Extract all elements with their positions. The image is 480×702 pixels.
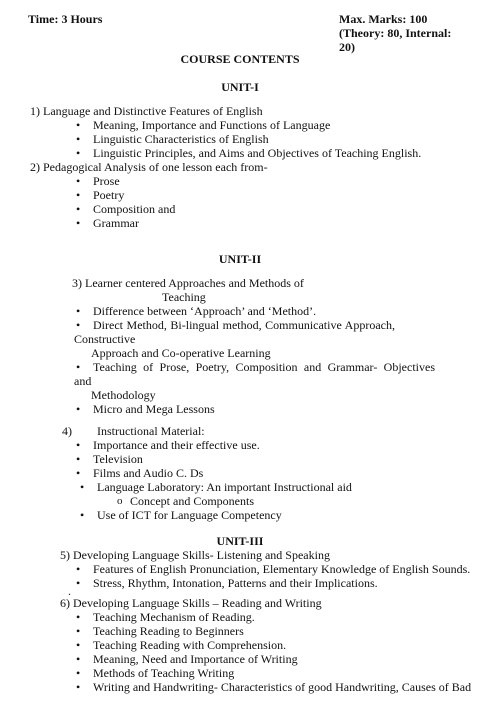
- unit-2-item-4-bullet-4: • Language Laboratory: An important Instructional aid: [97, 480, 352, 494]
- unit-3-item-6-bullet-5: • Methods of Teaching Writing: [93, 666, 234, 680]
- max-marks-line2: (Theory: 80, Internal:: [339, 26, 452, 40]
- unit-2-bullet-teaching-line-1: • Teaching of Prose, Poetry, Composition and Grammar- Objectives: [93, 360, 435, 374]
- exam-time: Time: 3 Hours: [28, 12, 103, 26]
- unit-1-item-2-bullet-2: • Poetry: [93, 188, 124, 202]
- unit-1-item-1-bullet-3: • Linguistic Principles, and Aims and Objectives of Teaching English.: [93, 146, 421, 160]
- unit-2-item-4-sub-bullet: o Concept and Components: [130, 494, 254, 508]
- unit-3-item-5-bullet-1: • Features of English Pronunciation, Elementary Knowledge of English Sounds.: [93, 562, 470, 576]
- unit-1-title: UNIT-I: [221, 80, 259, 94]
- unit-2-bullet-micro-mega: • Micro and Mega Lessons: [93, 402, 215, 416]
- unit-1-item-2-bullet-1: • Prose: [93, 174, 120, 188]
- max-marks-line1: Max. Marks: 100: [339, 12, 428, 26]
- unit-3-stray-mark: .: [68, 584, 71, 598]
- unit-1-item-2-bullet-3: • Composition and: [93, 202, 175, 216]
- unit-1-item-2-bullet-4: • Grammar: [93, 216, 139, 230]
- unit-2-bullet-methods-line-3: Approach and Co-operative Learning: [91, 346, 271, 360]
- unit-3-item-6-bullet-2: • Teaching Reading to Beginners: [93, 624, 244, 638]
- unit-2-item-4-bullet-3: • Films and Audio C. Ds: [93, 466, 203, 480]
- unit-2-item-4-number: 4): [62, 424, 72, 438]
- unit-2-item-4-bullet-2: • Television: [93, 452, 143, 466]
- unit-2-item-4-bullet-5: • Use of ICT for Language Competency: [97, 508, 282, 522]
- unit-3-item-6-bullet-6: • Writing and Handwriting- Characteristics of good Handwriting, Causes of Bad: [93, 680, 471, 694]
- unit-3-item-6-bullet-1: • Teaching Mechanism of Reading.: [93, 610, 255, 624]
- unit-2-bullet-methods-line-2: Constructive: [74, 332, 136, 346]
- unit-1-item-1-bullet-2: • Linguistic Characteristics of English: [93, 132, 269, 146]
- unit-2-bullet-approach-method: • Difference between ‘Approach’ and ‘Method’.: [93, 304, 316, 318]
- unit-3-item-5: 5) Developing Language Skills- Listening and Speaking: [60, 548, 330, 562]
- unit-3-title: UNIT-III: [216, 534, 264, 548]
- unit-1-item-1-bullet-1: • Meaning, Importance and Functions of Language: [93, 118, 330, 132]
- unit-2-bullet-methods-line-1: • Direct Method, Bi-lingual method, Communicative Approach,: [93, 318, 395, 332]
- unit-2-item-3-line-2: Teaching: [162, 290, 206, 304]
- unit-2-bullet-teaching-line-3: Methodology: [91, 388, 156, 402]
- unit-1-item-2: 2) Pedagogical Analysis of one lesson each from-: [30, 160, 268, 174]
- unit-2-bullet-teaching-line-2: and: [74, 374, 92, 388]
- unit-3-item-6-bullet-3: • Teaching Reading with Comprehension.: [93, 638, 286, 652]
- unit-3-item-5-bullet-2: • Stress, Rhythm, Intonation, Patterns and their Implications.: [93, 576, 378, 590]
- unit-3-item-6: 6) Developing Language Skills – Reading and Writing: [60, 596, 322, 610]
- unit-2-title: UNIT-II: [218, 252, 262, 266]
- unit-2-item-4-label: Instructional Material:: [97, 424, 205, 438]
- unit-3-item-6-bullet-4: • Meaning, Need and Importance of Writing: [93, 652, 298, 666]
- unit-2-item-4-bullet-1: • Importance and their effective use.: [93, 438, 260, 452]
- max-marks-line3: 20): [339, 40, 355, 54]
- unit-1-item-1: 1) Language and Distinctive Features of English: [30, 104, 263, 118]
- max-marks: [339, 12, 469, 54]
- unit-2-item-3-line-1: 3) Learner centered Approaches and Methods of: [72, 276, 304, 290]
- course-contents-title: COURSE CONTENTS: [180, 52, 300, 66]
